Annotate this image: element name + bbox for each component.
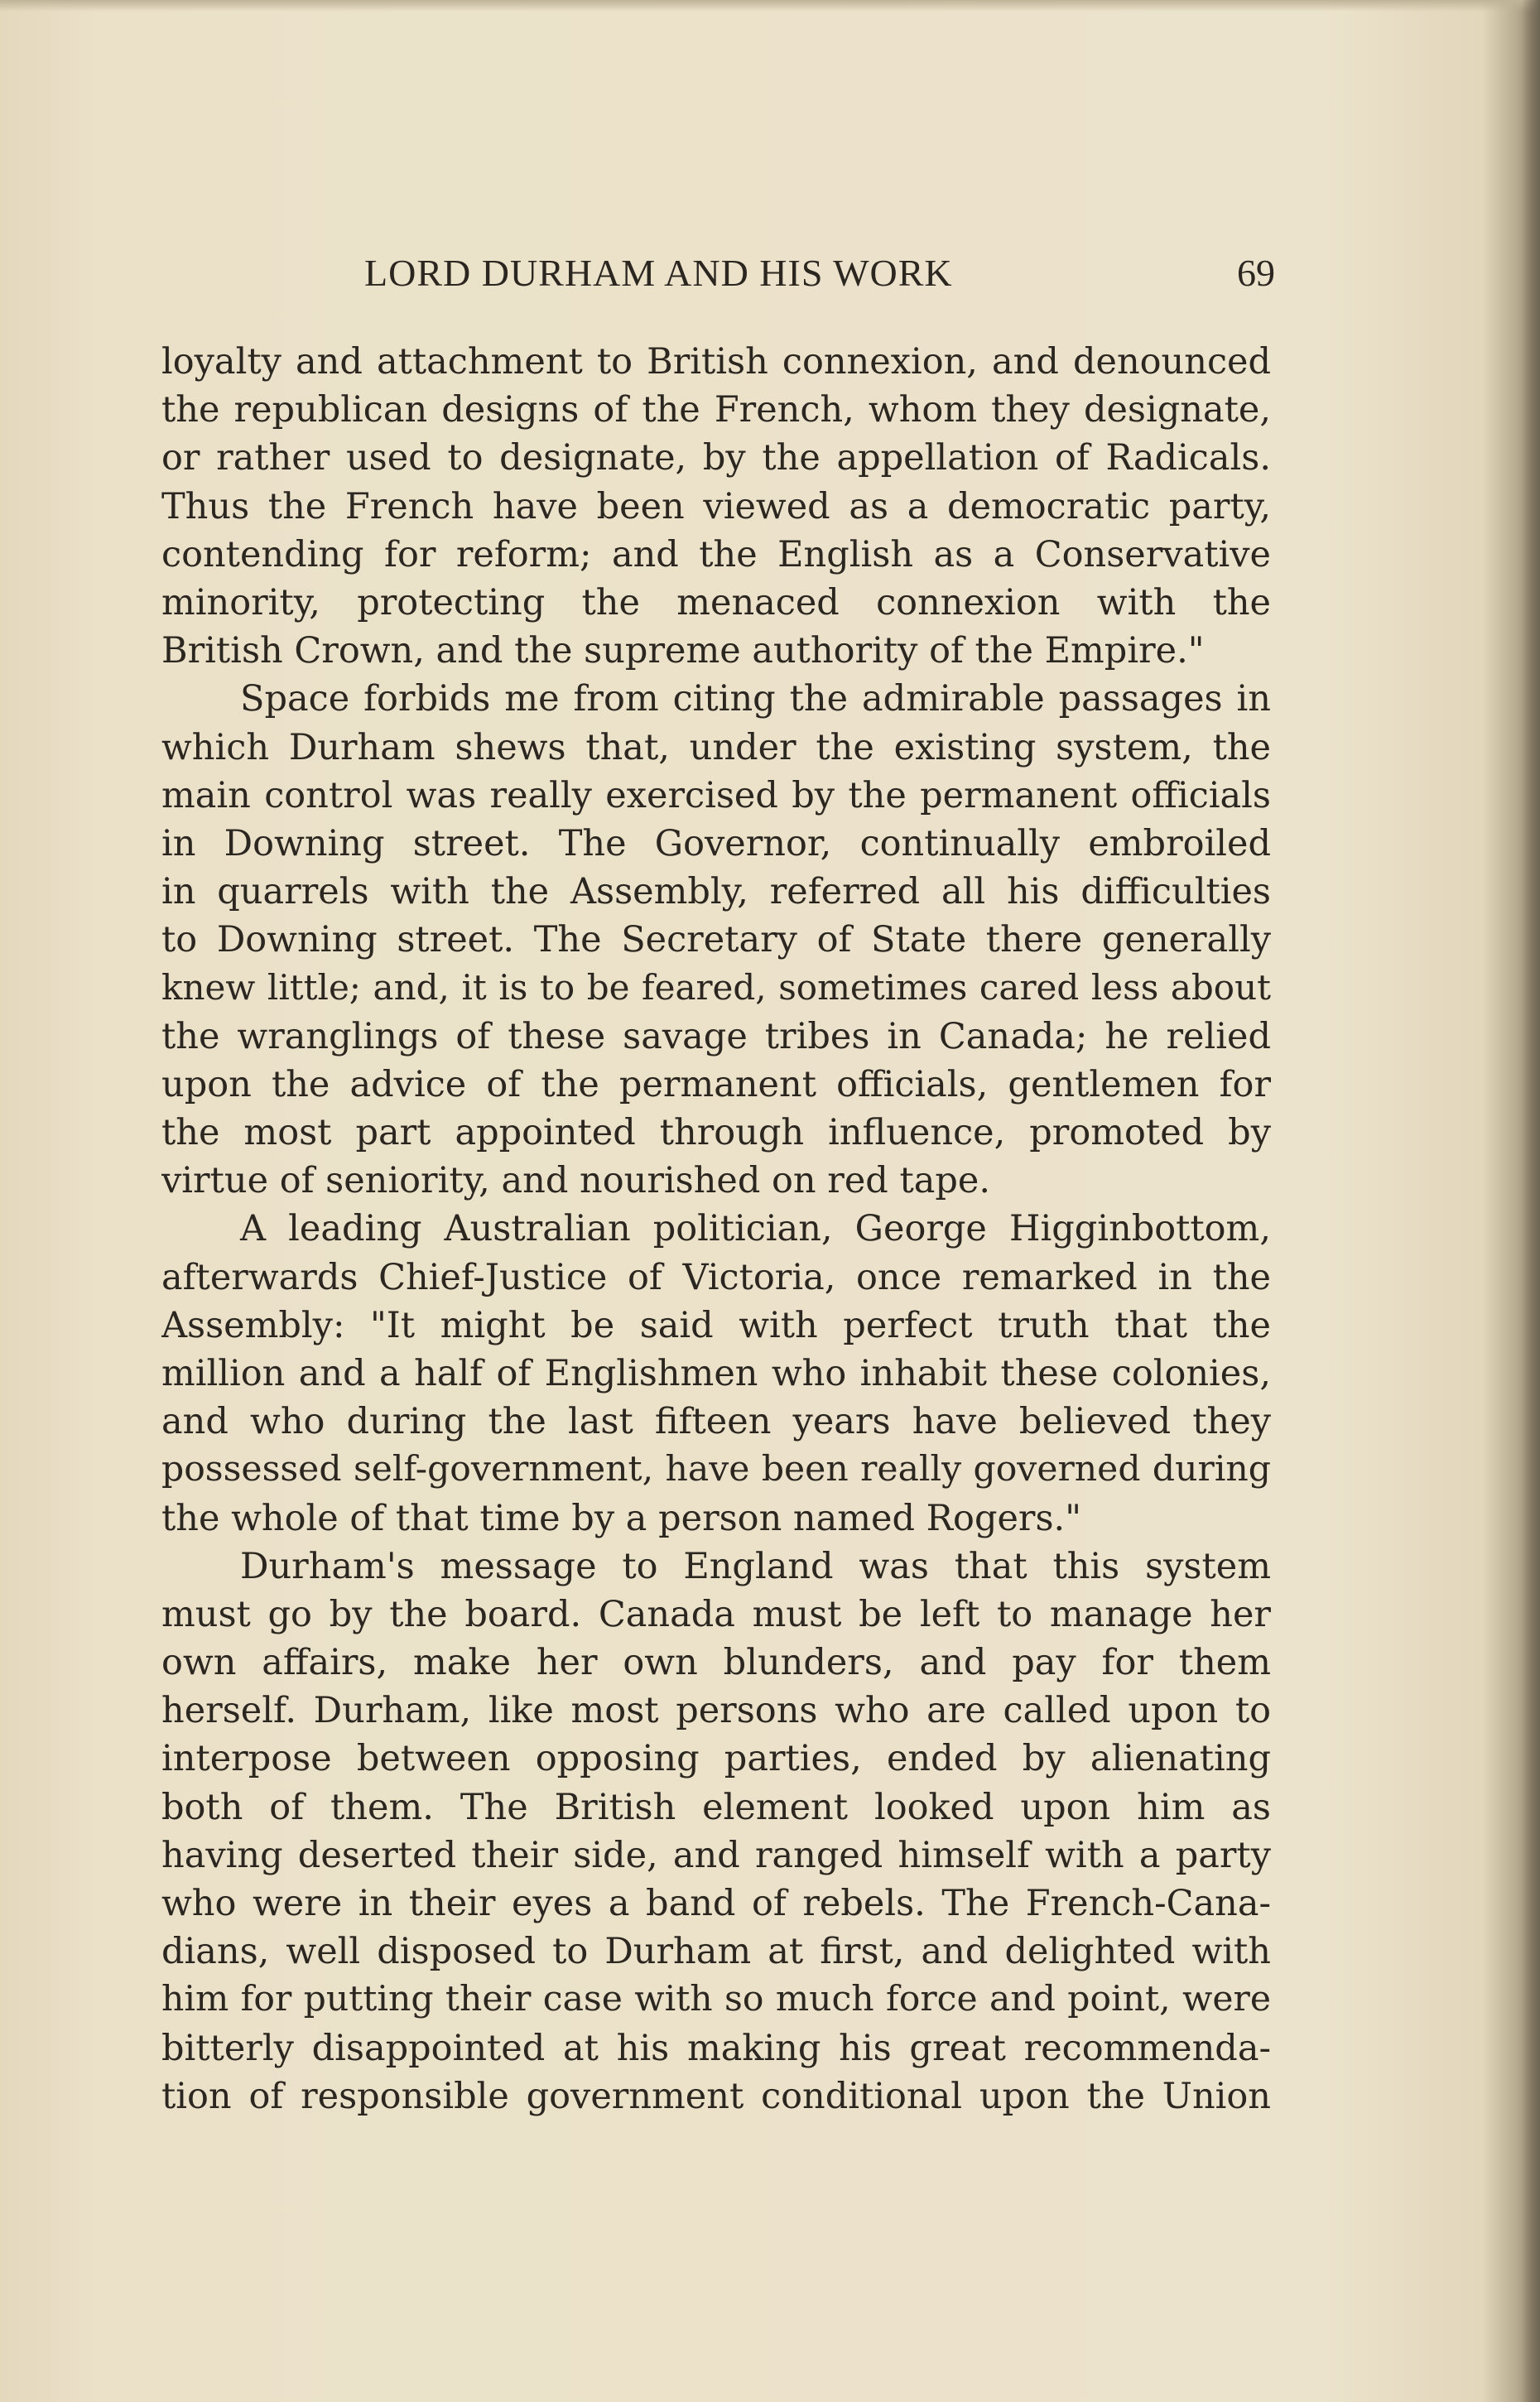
text-line: and who during the last fifteen years have believed they <box>161 1401 1271 1443</box>
page-binding-edge <box>1522 0 1540 2402</box>
text-line: herself. Durham, like most persons who are called upon to <box>161 1690 1271 1732</box>
page-header <box>161 251 1275 301</box>
text-line: who were in their eyes a band of rebels. The French-Cana- <box>161 1883 1271 1924</box>
text-line: having deserted their side, and ranged himself with a party <box>161 1834 1271 1876</box>
text-line: dians, well disposed to Durham at first, and delighted with <box>161 1931 1271 1973</box>
text-line: A leading Australian politician, George Higginbottom, <box>240 1208 1271 1250</box>
text-line: in Downing street. The Governor, continually embroiled <box>161 822 1271 864</box>
text-line: Durham's message to England was that this system <box>240 1545 1271 1587</box>
text-line: British Crown, and the supreme authority of the Empire." <box>161 630 1205 672</box>
text-line: knew little; and, it is to be feared, sometimes cared less about <box>161 967 1271 1008</box>
text-line: both of them. The British element looked upon him as <box>161 1786 1271 1828</box>
body-text <box>161 338 1271 2120</box>
text-line: bitterly disappointed at his making his great recommenda- <box>161 2027 1271 2069</box>
text-line: possessed self-government, have been really governed during <box>161 1449 1271 1490</box>
text-line: contending for reform; and the English as a Conservative <box>161 533 1271 575</box>
page-number: 69 <box>1237 252 1275 294</box>
text-line: the wranglings of these savage tribes in Canada; he relied <box>161 1015 1271 1057</box>
text-line: interpose between opposing parties, ended by alienating <box>161 1738 1271 1780</box>
text-line: the most part appointed through influence, promoted by <box>161 1112 1271 1153</box>
running-head: LORD DURHAM AND HIS WORK <box>364 252 953 294</box>
text-line: or rather used to designate, by the appellation of Radicals. <box>161 437 1271 479</box>
page-top-shadow <box>0 0 1540 12</box>
text-line: to Downing street. The Secretary of State there generally <box>161 919 1271 961</box>
text-line: Thus the French have been viewed as a democratic party, <box>161 485 1271 527</box>
text-line: afterwards Chief-Justice of Victoria, once remarked in the <box>161 1256 1271 1298</box>
text-line: main control was really exercised by the permanent officials <box>161 774 1271 816</box>
text-line: the republican designs of the French, whom they designate, <box>161 389 1271 431</box>
text-line: in quarrels with the Assembly, referred all his difficulties <box>161 871 1271 913</box>
text-line: him for putting their case with so much force and point, were <box>161 1979 1271 2020</box>
text-line: upon the advice of the permanent officials, gentlemen for <box>161 1063 1271 1105</box>
text-line: virtue of seniority, and nourished on red tape. <box>161 1160 991 1202</box>
text-line: Space forbids me from citing the admirable passages in <box>240 678 1271 720</box>
text-line: tion of responsible government conditional upon the Union <box>161 2075 1271 2117</box>
text-line: Assembly: "It might be said with perfect truth that the <box>161 1304 1271 1346</box>
text-line: million and a half of Englishmen who inhabit these colonies, <box>161 1352 1271 1394</box>
text-line: must go by the board. Canada must be left to manage her <box>161 1593 1271 1635</box>
text-line: minority, protecting the menaced connexion with the <box>161 581 1271 623</box>
text-line: own affairs, make her own blunders, and pay for them <box>161 1642 1271 1684</box>
text-line: which Durham shews that, under the existing system, the <box>161 726 1271 768</box>
text-line: loyalty and attachment to British connexion, and denounced <box>161 341 1271 383</box>
text-line: the whole of that time by a person named Rogers." <box>161 1497 1081 1539</box>
